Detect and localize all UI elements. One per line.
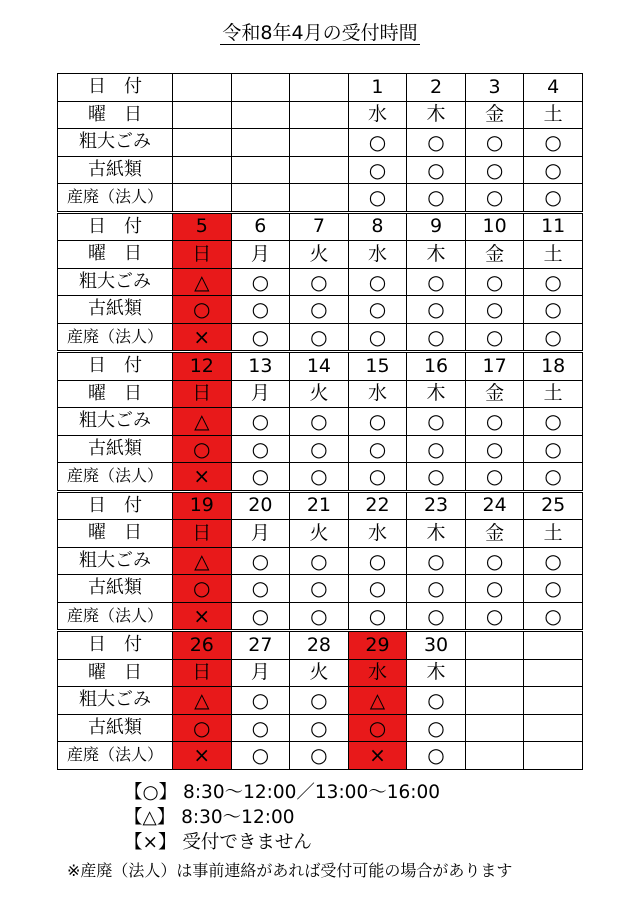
waste-paper-row [58, 156, 583, 184]
day-cell: 火 [290, 659, 349, 687]
day-cell: 土 [524, 101, 583, 129]
row-label: 産廃（法人） [58, 323, 173, 352]
day-cell [290, 129, 349, 157]
day-cell [290, 101, 349, 129]
waste-paper-row [58, 296, 583, 324]
day-cell: 23 [407, 491, 466, 520]
day-cell: 金 [465, 380, 524, 408]
day-cell: × [173, 463, 232, 492]
row-label: 古紙類 [58, 296, 173, 324]
day-cell [290, 184, 349, 213]
day-cell: 19 [173, 491, 232, 520]
day-cell: ○ [231, 575, 290, 603]
day-cell: ○ [348, 547, 407, 575]
day-cell [465, 742, 524, 770]
day-cell [231, 129, 290, 157]
day-cell: ○ [407, 268, 466, 296]
day-cell: ○ [407, 408, 466, 436]
day-cell: 7 [290, 212, 349, 241]
day-cell: 20 [231, 491, 290, 520]
day-cell: ○ [348, 575, 407, 603]
day-cell: ○ [407, 714, 466, 742]
day-cell: ○ [348, 296, 407, 324]
row-label: 曜 日 [58, 380, 173, 408]
weekday-row [58, 241, 583, 269]
industrial-waste-row [58, 184, 583, 213]
day-cell: 27 [231, 631, 290, 660]
day-cell: ○ [465, 268, 524, 296]
day-cell: ○ [348, 463, 407, 492]
date-row [58, 74, 583, 102]
day-cell [173, 129, 232, 157]
day-cell [173, 184, 232, 213]
row-label: 曜 日 [58, 241, 173, 269]
industrial-waste-row [58, 323, 583, 352]
row-label: 日 付 [58, 352, 173, 381]
day-cell: 土 [524, 380, 583, 408]
row-label: 粗大ごみ [58, 408, 173, 436]
day-cell: 日 [173, 520, 232, 548]
day-cell: 24 [465, 491, 524, 520]
day-cell: ○ [231, 602, 290, 631]
day-cell: 11 [524, 212, 583, 241]
day-cell: ○ [524, 184, 583, 213]
day-cell: 水 [348, 520, 407, 548]
day-cell: 3 [465, 74, 524, 102]
day-cell: ○ [524, 575, 583, 603]
day-cell: ○ [290, 408, 349, 436]
day-cell [231, 156, 290, 184]
day-cell: 水 [348, 380, 407, 408]
day-cell: ○ [290, 742, 349, 770]
day-cell: 6 [231, 212, 290, 241]
day-cell: ○ [348, 602, 407, 631]
day-cell: 火 [290, 380, 349, 408]
day-cell: ○ [407, 575, 466, 603]
day-cell: ○ [290, 547, 349, 575]
legend-row-circle [124, 780, 440, 805]
day-cell: △ [173, 408, 232, 436]
day-cell: ○ [524, 156, 583, 184]
day-cell: 火 [290, 241, 349, 269]
legend-symbol: 【○】 [124, 782, 178, 803]
day-cell: ○ [407, 687, 466, 715]
day-cell [524, 687, 583, 715]
day-cell: × [348, 742, 407, 770]
day-cell [231, 184, 290, 213]
day-cell [173, 74, 232, 102]
day-cell: ○ [465, 129, 524, 157]
day-cell: 木 [407, 101, 466, 129]
day-cell: 月 [231, 520, 290, 548]
row-label: 粗大ごみ [58, 129, 173, 157]
day-cell: ○ [290, 714, 349, 742]
day-cell: ○ [407, 184, 466, 213]
day-cell: ○ [231, 323, 290, 352]
page-title-text: 令和8年4月の受付時間 [222, 22, 418, 44]
legend-text: 8:30～12:00／13:00～16:00 [183, 782, 441, 803]
legend-text: 8:30～12:00 [181, 807, 295, 828]
day-cell: 10 [465, 212, 524, 241]
day-cell: ○ [231, 268, 290, 296]
day-cell: ○ [524, 323, 583, 352]
day-cell: 21 [290, 491, 349, 520]
schedule-table-body [58, 74, 583, 770]
day-cell: 水 [348, 659, 407, 687]
row-label: 古紙類 [58, 435, 173, 463]
bulky-waste-row [58, 687, 583, 715]
industrial-waste-row [58, 602, 583, 631]
waste-paper-row [58, 435, 583, 463]
weekday-row [58, 380, 583, 408]
day-cell: 12 [173, 352, 232, 381]
day-cell: ○ [173, 575, 232, 603]
day-cell [173, 156, 232, 184]
day-cell: 25 [524, 491, 583, 520]
bulky-waste-row [58, 547, 583, 575]
day-cell: ○ [173, 435, 232, 463]
day-cell: ○ [465, 602, 524, 631]
bulky-waste-row [58, 268, 583, 296]
day-cell: 15 [348, 352, 407, 381]
day-cell: △ [173, 268, 232, 296]
day-cell: ○ [231, 714, 290, 742]
day-cell: 金 [465, 520, 524, 548]
day-cell: ○ [290, 687, 349, 715]
day-cell [524, 742, 583, 770]
day-cell: △ [348, 687, 407, 715]
day-cell: ○ [465, 435, 524, 463]
day-cell: 月 [231, 380, 290, 408]
day-cell: ○ [524, 268, 583, 296]
day-cell: ○ [465, 408, 524, 436]
row-label: 日 付 [58, 74, 173, 102]
weekday-row [58, 520, 583, 548]
industrial-waste-row [58, 463, 583, 492]
legend-symbol: 【×】 [124, 832, 177, 853]
bulky-waste-row [58, 129, 583, 157]
day-cell: ○ [407, 435, 466, 463]
day-cell: 9 [407, 212, 466, 241]
day-cell: 18 [524, 352, 583, 381]
legend [124, 780, 440, 855]
day-cell: ○ [348, 268, 407, 296]
waste-paper-row [58, 575, 583, 603]
legend-symbol: 【△】 [124, 807, 176, 828]
day-cell: 木 [407, 659, 466, 687]
day-cell: 月 [231, 241, 290, 269]
day-cell: 30 [407, 631, 466, 660]
row-label: 古紙類 [58, 156, 173, 184]
day-cell: ○ [348, 408, 407, 436]
row-label: 古紙類 [58, 714, 173, 742]
day-cell: ○ [407, 296, 466, 324]
day-cell: ○ [407, 602, 466, 631]
day-cell [290, 74, 349, 102]
day-cell: ○ [290, 268, 349, 296]
day-cell [173, 101, 232, 129]
day-cell [465, 714, 524, 742]
row-label: 産廃（法人） [58, 602, 173, 631]
day-cell: 日 [173, 241, 232, 269]
day-cell: ○ [465, 323, 524, 352]
day-cell: ○ [407, 129, 466, 157]
day-cell: 木 [407, 241, 466, 269]
day-cell: ○ [231, 296, 290, 324]
day-cell: 日 [173, 659, 232, 687]
row-label: 日 付 [58, 491, 173, 520]
day-cell: ○ [231, 463, 290, 492]
day-cell: 14 [290, 352, 349, 381]
legend-row-triangle [124, 805, 440, 830]
day-cell [465, 687, 524, 715]
row-label: 産廃（法人） [58, 184, 173, 213]
day-cell: 8 [348, 212, 407, 241]
day-cell: 22 [348, 491, 407, 520]
day-cell: ○ [231, 742, 290, 770]
row-label: 産廃（法人） [58, 463, 173, 492]
day-cell [465, 631, 524, 660]
day-cell: ○ [348, 129, 407, 157]
day-cell: 土 [524, 241, 583, 269]
day-cell: 29 [348, 631, 407, 660]
day-cell: ○ [290, 323, 349, 352]
day-cell: ○ [465, 296, 524, 324]
row-label: 粗大ごみ [58, 687, 173, 715]
day-cell: 28 [290, 631, 349, 660]
day-cell: ○ [524, 547, 583, 575]
day-cell: 水 [348, 101, 407, 129]
day-cell: 月 [231, 659, 290, 687]
legend-row-cross [124, 830, 440, 855]
day-cell: ○ [465, 547, 524, 575]
industrial-waste-row [58, 742, 583, 770]
row-label: 曜 日 [58, 659, 173, 687]
day-cell [524, 631, 583, 660]
day-cell [465, 659, 524, 687]
day-cell: ○ [348, 714, 407, 742]
day-cell: 16 [407, 352, 466, 381]
day-cell: ○ [407, 463, 466, 492]
day-cell: ○ [524, 408, 583, 436]
day-cell: × [173, 602, 232, 631]
day-cell: ○ [465, 575, 524, 603]
day-cell: 26 [173, 631, 232, 660]
day-cell: ○ [407, 156, 466, 184]
row-label: 粗大ごみ [58, 268, 173, 296]
day-cell: 金 [465, 101, 524, 129]
day-cell: ○ [524, 129, 583, 157]
date-row [58, 631, 583, 660]
day-cell: 日 [173, 380, 232, 408]
row-label: 古紙類 [58, 575, 173, 603]
weekday-row [58, 659, 583, 687]
day-cell: △ [173, 547, 232, 575]
footnote: ※産廃（法人）は事前連絡があれば受付可能の場合があります [67, 861, 513, 880]
day-cell: ○ [524, 602, 583, 631]
day-cell: 水 [348, 241, 407, 269]
day-cell: 17 [465, 352, 524, 381]
date-row [58, 212, 583, 241]
day-cell: 土 [524, 520, 583, 548]
row-label: 曜 日 [58, 101, 173, 129]
day-cell: ○ [524, 463, 583, 492]
day-cell [524, 659, 583, 687]
day-cell: ○ [465, 184, 524, 213]
page-title [0, 18, 640, 45]
day-cell: ○ [465, 156, 524, 184]
date-row [58, 491, 583, 520]
day-cell [290, 156, 349, 184]
day-cell: ○ [290, 296, 349, 324]
day-cell: ○ [348, 323, 407, 352]
weekday-row [58, 101, 583, 129]
day-cell: ○ [290, 435, 349, 463]
row-label: 日 付 [58, 212, 173, 241]
day-cell: ○ [231, 547, 290, 575]
day-cell: ○ [231, 687, 290, 715]
row-label: 曜 日 [58, 520, 173, 548]
day-cell: ○ [173, 714, 232, 742]
row-label: 日 付 [58, 631, 173, 660]
day-cell: ○ [290, 602, 349, 631]
day-cell: 金 [465, 241, 524, 269]
day-cell: ○ [348, 156, 407, 184]
day-cell: 13 [231, 352, 290, 381]
day-cell: 木 [407, 520, 466, 548]
waste-paper-row [58, 714, 583, 742]
day-cell [524, 714, 583, 742]
day-cell [231, 101, 290, 129]
day-cell: ○ [524, 435, 583, 463]
row-label: 産廃（法人） [58, 742, 173, 770]
day-cell: ○ [348, 184, 407, 213]
day-cell: ○ [407, 742, 466, 770]
day-cell: ○ [407, 323, 466, 352]
legend-text: 受付できません [182, 832, 312, 853]
day-cell: 1 [348, 74, 407, 102]
bulky-waste-row [58, 408, 583, 436]
day-cell: ○ [231, 408, 290, 436]
day-cell: × [173, 323, 232, 352]
day-cell: ○ [290, 575, 349, 603]
day-cell: × [173, 742, 232, 770]
day-cell: ○ [290, 463, 349, 492]
schedule-table [57, 73, 583, 770]
date-row [58, 352, 583, 381]
day-cell: ○ [465, 463, 524, 492]
day-cell: 4 [524, 74, 583, 102]
day-cell: 火 [290, 520, 349, 548]
day-cell: ○ [407, 547, 466, 575]
day-cell: ○ [231, 435, 290, 463]
day-cell: ○ [348, 435, 407, 463]
row-label: 粗大ごみ [58, 547, 173, 575]
day-cell: 木 [407, 380, 466, 408]
day-cell: ○ [173, 296, 232, 324]
day-cell [231, 74, 290, 102]
day-cell: ○ [524, 296, 583, 324]
day-cell: 2 [407, 74, 466, 102]
day-cell: 5 [173, 212, 232, 241]
day-cell: △ [173, 687, 232, 715]
